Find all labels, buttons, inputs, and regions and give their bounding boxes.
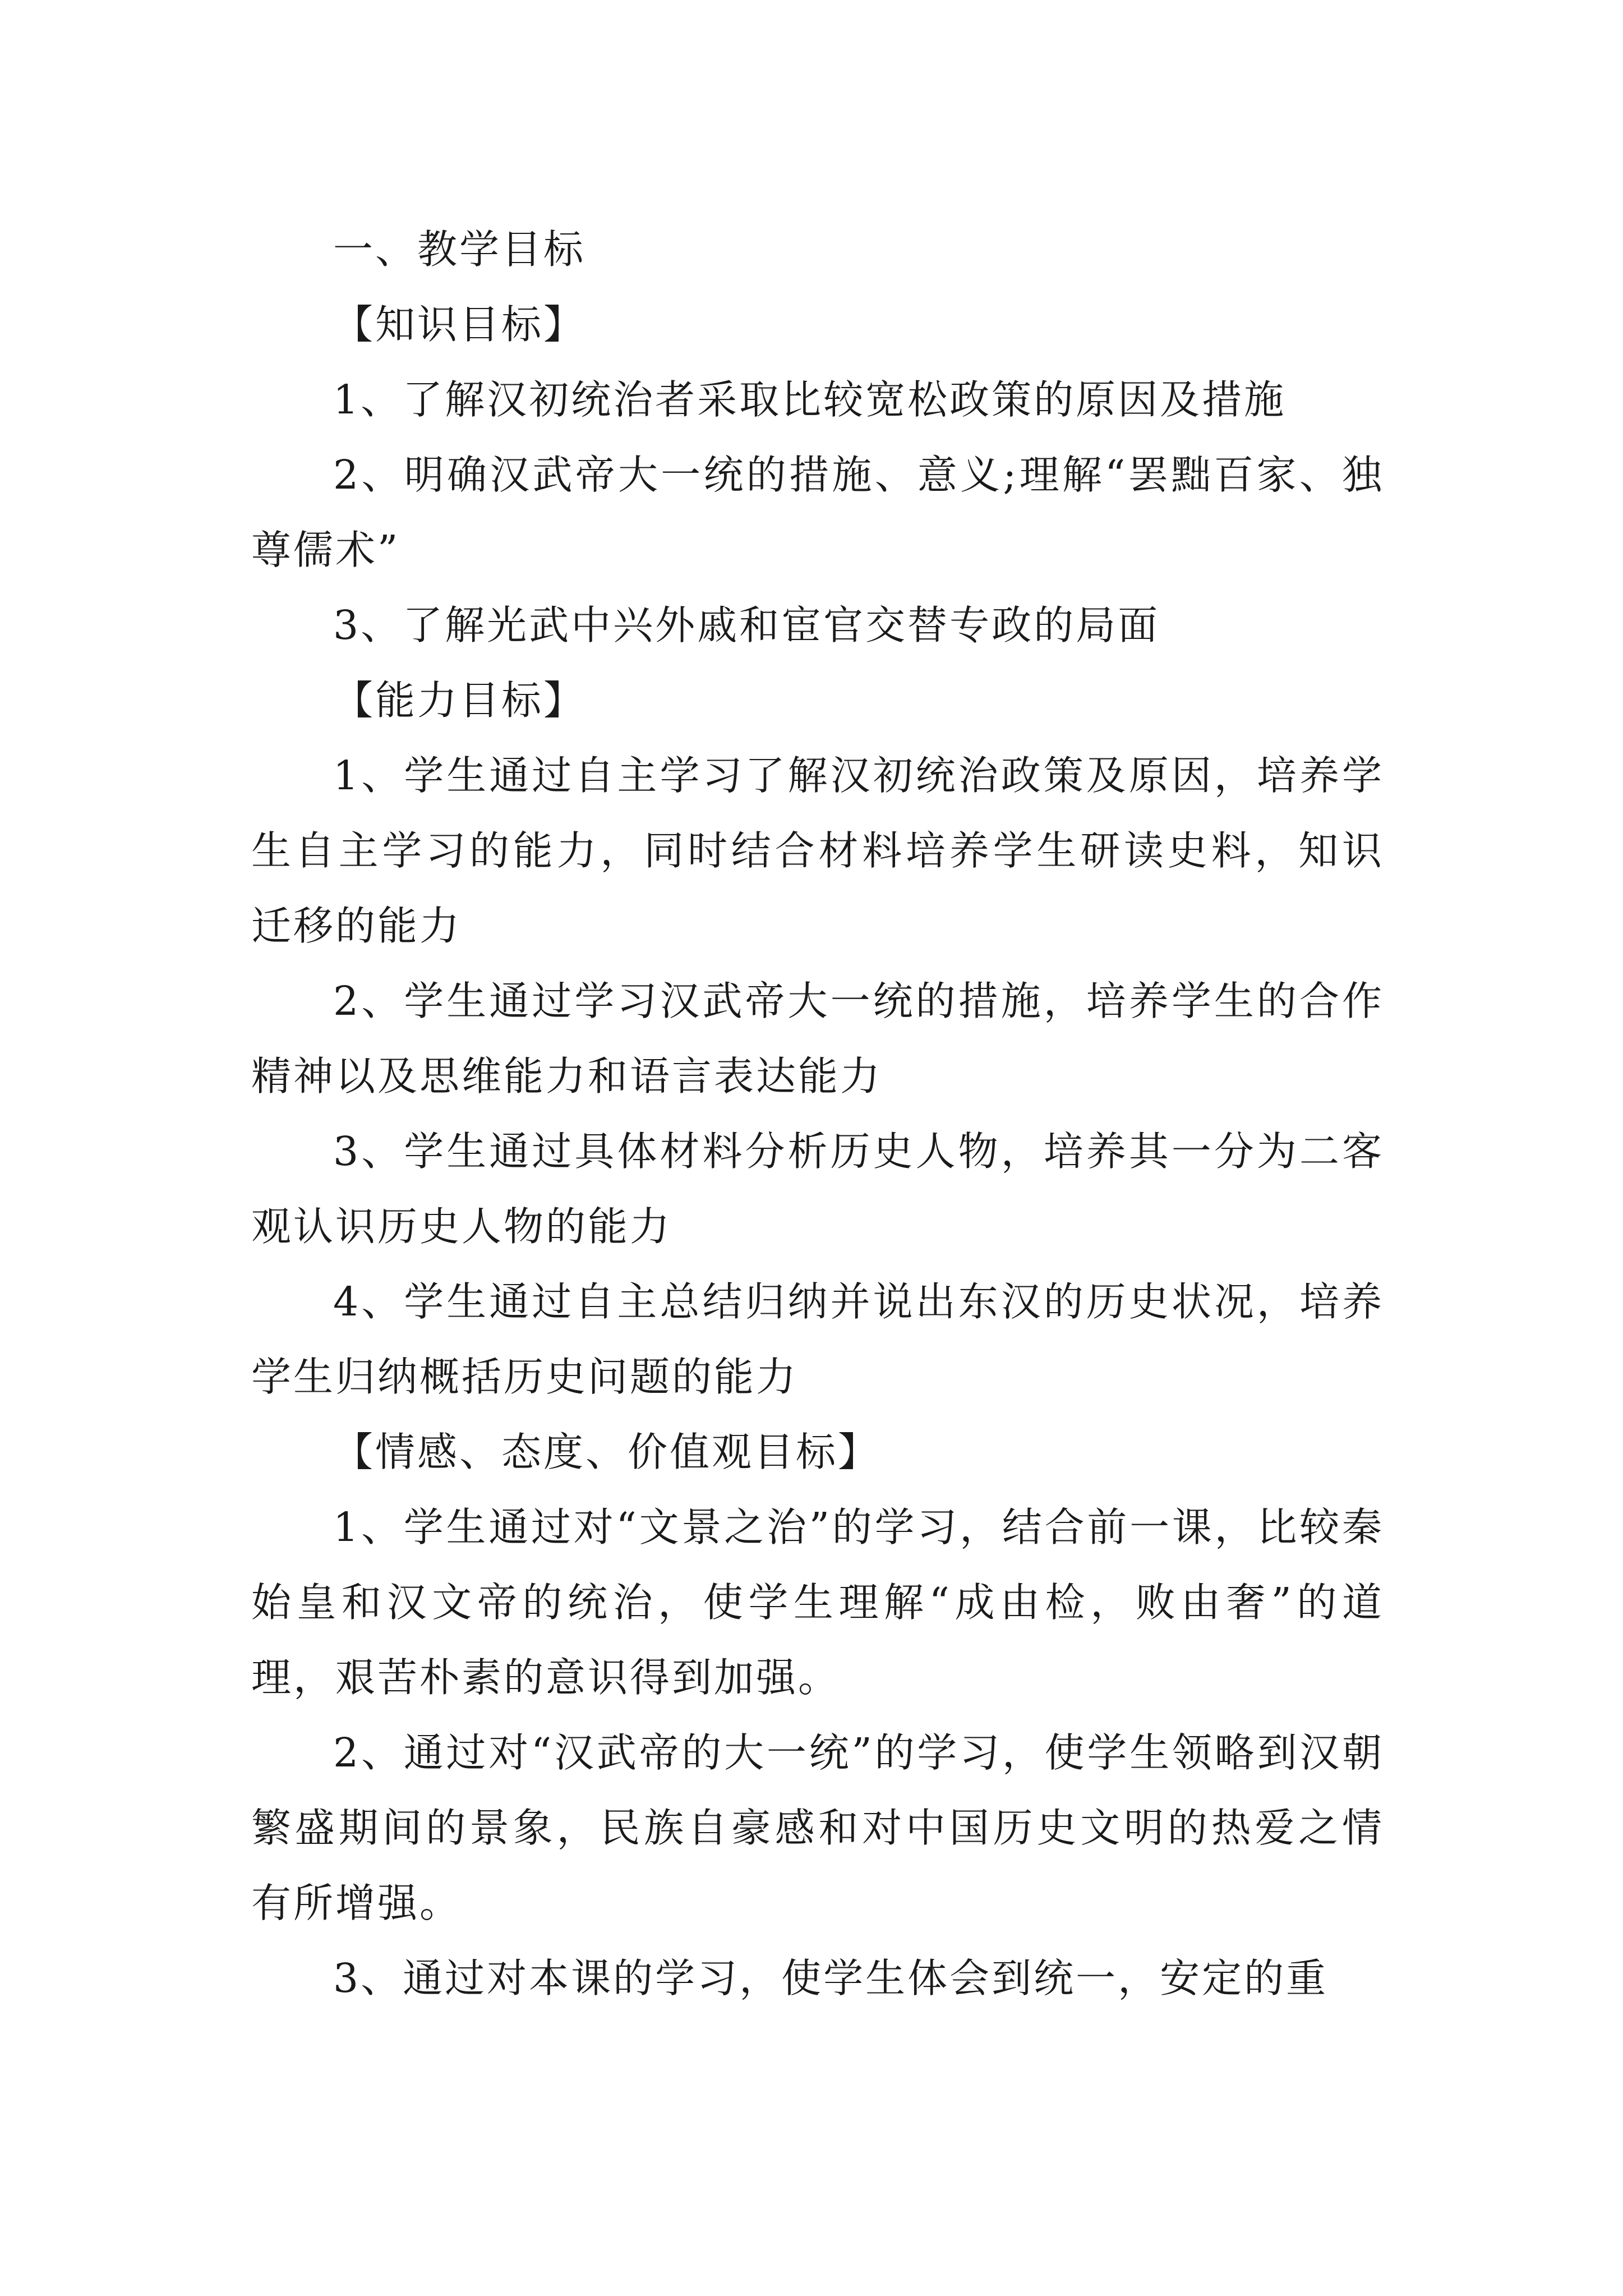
- paragraph: 1、了解汉初统治者采取比较宽松政策的原因及措施: [333, 376, 1287, 423]
- paragraph: 3、学生通过具体材料分析历史人物，培养其一分为二客观认识历史人物的能力: [251, 1128, 1384, 1250]
- document-body: [251, 212, 1384, 2016]
- paragraph: 1、学生通过自主学习了解汉初统治政策及原因，培养学生自主学习的能力，同时结合材料培养学生研读史料，知识迁移的能力: [251, 752, 1384, 949]
- subsection-heading-ability: 【能力目标】: [333, 677, 586, 724]
- paragraph: 2、学生通过学习汉武帝大一统的措施，培养学生的合作精神以及思维能力和语言表达能力: [251, 978, 1384, 1099]
- subsection-heading-emotion: 【情感、态度、价值观目标】: [333, 1429, 880, 1475]
- paragraph: 2、明确汉武帝大一统的措施、意义;理解“罢黜百家、独尊儒术”: [251, 452, 1384, 573]
- paragraph: 3、了解光武中兴外戚和宦官交替专政的局面: [333, 602, 1160, 648]
- paragraph: 4、学生通过自主总结归纳并说出东汉的历史状况，培养学生归纳概括历史问题的能力: [251, 1278, 1384, 1400]
- paragraph: 3、通过对本课的学习，使学生体会到统一，安定的重: [333, 1955, 1329, 2001]
- paragraph: 1、学生通过对“文景之治”的学习，结合前一课，比较秦始皇和汉文帝的统治，使学生理解“成由检，败由奢”的道理，艰苦朴素的意识得到加强。: [251, 1504, 1384, 1701]
- section-heading: 一、教学目标: [333, 226, 586, 273]
- paragraph: 2、通过对“汉武帝的大一统”的学习，使学生领略到汉朝繁盛期间的景象，民族自豪感和对中国历史文明的热爱之情有所增强。: [251, 1729, 1384, 1926]
- subsection-heading-knowledge: 【知识目标】: [333, 301, 586, 348]
